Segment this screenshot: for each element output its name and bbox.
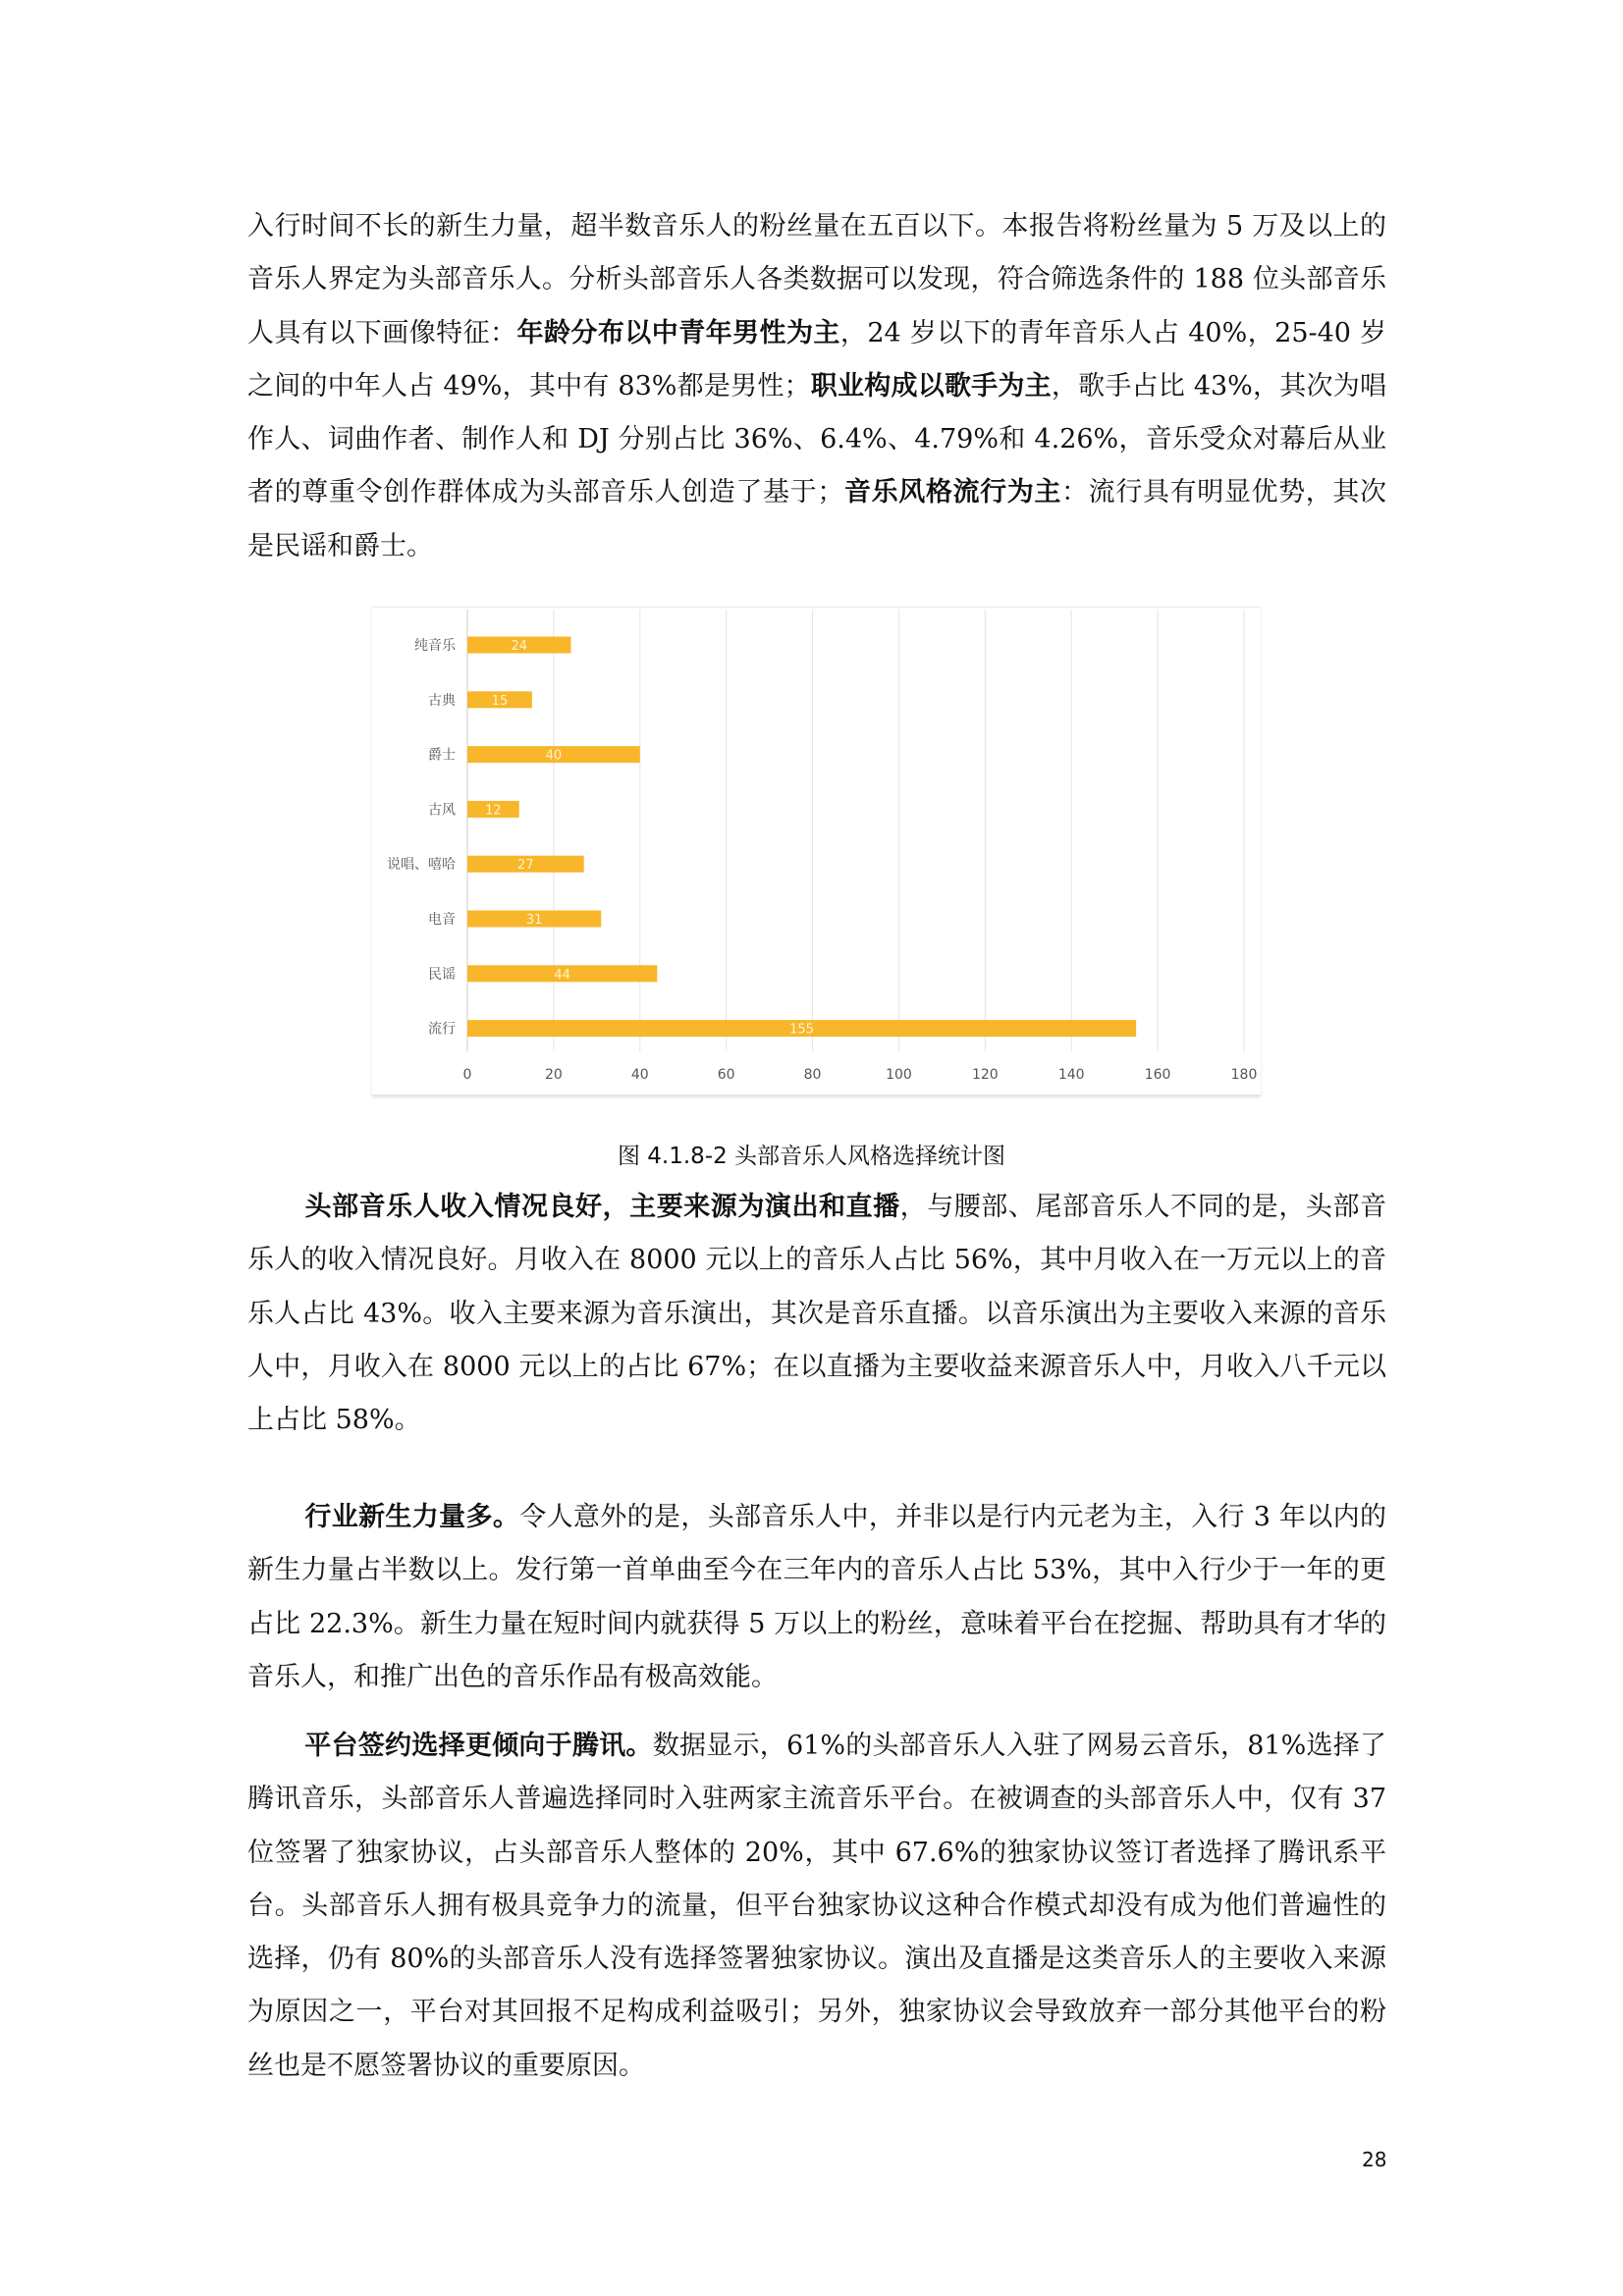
x-tick-label: 20 bbox=[544, 1067, 563, 1083]
category-label: 流行 bbox=[428, 1021, 456, 1038]
x-tick-label: 180 bbox=[1230, 1067, 1258, 1083]
newcomers-heading: 行业新生力量多。 bbox=[304, 1502, 520, 1532]
chart-canvas bbox=[372, 608, 1261, 1095]
x-tick-label: 80 bbox=[803, 1067, 822, 1083]
figure-caption: 图 4.1.8-2 头部音乐人风格选择统计图 bbox=[617, 1144, 1006, 1169]
value-label: 24 bbox=[511, 639, 528, 654]
value-label: 15 bbox=[491, 693, 509, 709]
value-label: 27 bbox=[517, 858, 534, 874]
value-label: 44 bbox=[554, 967, 570, 983]
value-label: 40 bbox=[545, 748, 563, 764]
intro-text-4: ：流行具有明显优势，其次是民谣和爵士。 bbox=[247, 477, 1387, 561]
x-tick-label: 60 bbox=[717, 1067, 735, 1083]
category-label: 爵士 bbox=[428, 747, 456, 764]
income-heading: 头部音乐人收入情况良好，主要来源为演出和直播 bbox=[304, 1192, 900, 1222]
income-body: ，与腰部、尾部音乐人不同的是，头部音乐人的收入情况良好。月收入在 8000 元以上的音乐人占比 56%，其中月收入在一万元以上的音乐人占比 43%。收入主要来源为音乐演出，其次是音乐直播。以音乐演出为主要收入来源的音乐人中，月收入在 8000 元以上的占比 67%；在以直播为主要收益来源音乐人中，月收入八千元以上占比 58%。 bbox=[247, 1192, 1387, 1436]
income-paragraph bbox=[247, 1181, 1386, 1447]
x-tick-label: 140 bbox=[1057, 1067, 1085, 1083]
value-label: 12 bbox=[485, 803, 502, 819]
x-tick-label: 100 bbox=[886, 1067, 912, 1083]
x-tick-label: 0 bbox=[462, 1067, 472, 1083]
intro-highlight-age: 年龄分布以中青年男性为主 bbox=[516, 317, 840, 348]
platform-paragraph bbox=[247, 1720, 1386, 2093]
category-label: 电音 bbox=[428, 912, 456, 928]
intro-paragraph bbox=[247, 200, 1386, 573]
page-number: 28 bbox=[1362, 2148, 1387, 2171]
style-bar-chart bbox=[372, 607, 1261, 1096]
intro-text-1: 入行时间不长的新生力量，超半数音乐人的粉丝量在五百以下。本报告将粉丝量为 5 万及以上的音乐人界定为头部音乐人。分析头部音乐人各类数据可以发现，符合筛选条件的 188 位头部音乐人具有以下画像特征： bbox=[247, 211, 1386, 348]
intro-highlight-profession: 职业构成以歌手为主 bbox=[810, 370, 1052, 401]
category-label: 古典 bbox=[428, 692, 456, 709]
newcomers-paragraph bbox=[247, 1491, 1386, 1704]
x-tick-label: 40 bbox=[630, 1067, 649, 1083]
value-label: 155 bbox=[789, 1022, 814, 1038]
category-label: 说唱、嘻哈 bbox=[387, 857, 456, 874]
intro-text-3: ，歌手占比 43%，其次为唱作人、词曲作者、制作人和 DJ 分别占比 36%、6.4%、4.79%和 4.26%，音乐受众对幕后从业者的尊重令创作群体成为头部音乐人创造了基于； bbox=[247, 370, 1386, 508]
category-label: 纯音乐 bbox=[414, 638, 456, 654]
platform-body: 数据显示，61%的头部音乐人入驻了网易云音乐，81%选择了腾讯音乐，头部音乐人普遍选择同时入驻两家主流音乐平台。在被调查的头部音乐人中，仅有 37 位签署了独家协议，占头部音乐人整体的 20%，其中 67.6%的独家协议签订者选择了腾讯系平台。头部音乐人拥有极具竞争力的流量，但平台独家协议这种合作模式却没有成为他们普遍性的选择，仍有 80%的头部音乐人没有选择签署独家协议。演出及直播是这类音乐人的主要收入来源为原因之一，平台对其回报不足构成利益吸引；另外，独家协议会导致放弃一部分其他平台的粉丝也是不愿签署协议的重要原因。 bbox=[247, 1731, 1387, 2081]
category-label: 民谣 bbox=[428, 966, 456, 983]
intro-text-2: ，24 岁以下的青年音乐人占 40%，25-40 岁之间的中年人占 49%，其中有 83%都是男性； bbox=[247, 317, 1387, 401]
x-tick-label: 160 bbox=[1144, 1067, 1171, 1083]
platform-heading: 平台签约选择更倾向于腾讯。 bbox=[304, 1731, 653, 1761]
x-tick-label: 120 bbox=[971, 1067, 999, 1083]
intro-highlight-style: 音乐风格流行为主 bbox=[843, 477, 1062, 508]
value-label: 31 bbox=[525, 913, 543, 928]
newcomers-body: 令人意外的是，头部音乐人中，并非以是行内元老为主，入行 3 年以内的新生力量占半数以上。发行第一首单曲至今在三年内的音乐人占比 53%，其中入行少于一年的更占比 22.3%。新生力量在短时间内就获得 5 万以上的粉丝，意味着平台在挖掘、帮助具有才华的音乐人，和推广出色的音乐作品有极高效能。 bbox=[247, 1502, 1386, 1692]
category-label: 古风 bbox=[428, 802, 456, 819]
